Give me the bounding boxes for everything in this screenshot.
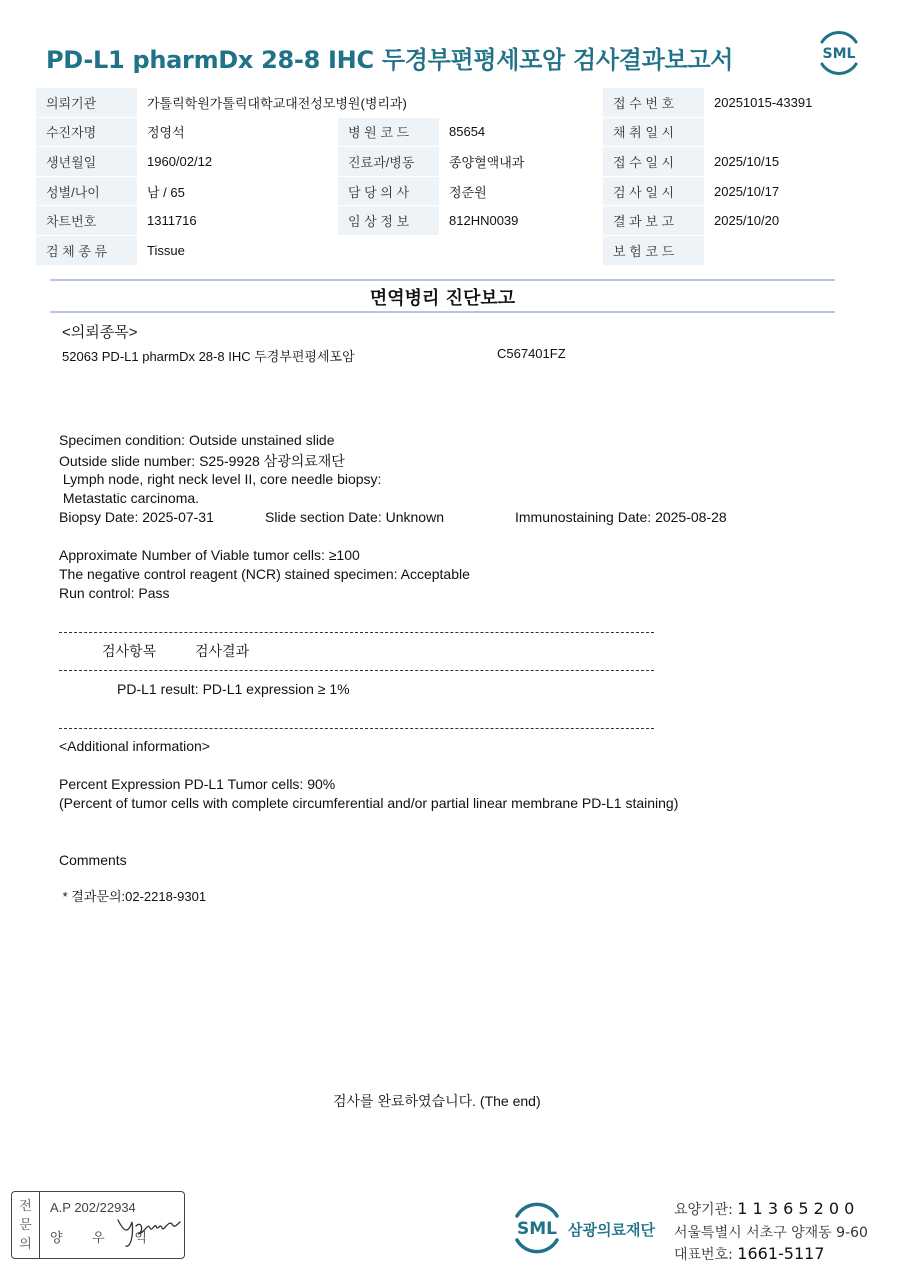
info-value: 남 / 65 [137,176,338,206]
order-line: 52063 PD-L1 pharmDx 28-8 IHC 두경부편평세포암 [62,349,355,364]
column-result-header: 검사결과 [195,643,250,659]
divider [59,728,654,729]
info-row [36,206,864,236]
info-label: 검 사 일 시 [603,176,704,206]
footer-org-name: 삼광의료재단 [568,1221,655,1239]
info-value: 2025/10/15 [704,147,864,177]
specimen-condition: Specimen condition: Outside unstained slide [59,432,335,448]
footer-sml-logo [508,1199,566,1257]
stamp-side-label [12,1192,40,1258]
order-heading: <의뢰종목> [62,324,138,341]
ap-number: A.P 202/22934 [50,1200,136,1215]
specimen-site: Lymph node, right neck level II, core needle biopsy: [59,471,382,487]
end-note: 검사를 완료하였습니다. (The end) [333,1093,541,1109]
pdl1-result: PD-L1 result: PD-L1 expression ≥ 1% [117,681,350,697]
stamp-side-char: 전 [19,1198,32,1213]
info-row [36,88,864,117]
info-value: 2025/10/17 [704,176,864,206]
sml-logo [814,28,864,78]
slide-section-date: Slide section Date: Unknown [265,509,444,525]
biopsy-date: Biopsy Date: 2025-07-31 [59,509,214,525]
info-value [704,235,864,265]
institution-label: 요양기관: [674,1202,733,1218]
info-label: 차트번호 [36,206,137,236]
info-value [704,117,864,147]
section-title: 면역병리 진단보고 [369,288,516,309]
comments-heading: Comments [59,852,127,868]
info-label: 수진자명 [36,117,137,147]
section-rule-top [50,279,835,281]
footer-address: 서울특별시 서초구 양재동 9-60 [674,1225,868,1241]
info-row [36,147,864,177]
info-value: 1960/02/12 [137,147,338,177]
additional-info-heading: <Additional information> [59,738,210,754]
info-value: 정영석 [137,117,338,147]
info-value: 85654 [439,117,603,147]
specimen-diagnosis: Metastatic carcinoma. [59,490,200,506]
info-label: 진료과/병동 [338,147,439,177]
divider [59,670,654,671]
footer-logo-text: SML [517,1219,557,1239]
report-title: PD-L1 pharmDx 28-8 IHC 두경부편평세포암 검사결과보고서 [46,46,734,74]
info-value: 812HN0039 [439,206,603,236]
info-label: 접 수 번 호 [603,88,704,117]
footer-phone [674,1244,825,1264]
info-label: 접 수 일 시 [603,147,704,177]
phone-number: 1661-5117 [737,1244,825,1263]
percent-expression: Percent Expression PD-L1 Tumor cells: 90% [59,776,336,792]
stamp-side-char: 의 [19,1236,32,1251]
stamp-side-char: 문 [19,1217,32,1232]
order-code: C567401FZ [497,346,566,361]
info-label: 결 과 보 고 [603,206,704,236]
patient-info-table [36,88,864,266]
info-label: 임 상 정 보 [338,206,439,236]
info-label: 성별/나이 [36,176,137,206]
signature-icon [114,1202,184,1252]
phone-label: 대표번호: [674,1247,733,1263]
info-value: 1311716 [137,206,338,236]
info-label: 보 험 코 드 [603,235,704,265]
ncr-result: The negative control reagent (NCR) stained specimen: Acceptable [59,566,470,582]
info-label: 병 원 코 드 [338,117,439,147]
info-value: 가톨릭학원가톨릭대학교대전성모병원(병리과) [137,88,603,117]
info-value: 종양혈액내과 [439,147,603,177]
info-label: 담 당 의 사 [338,176,439,206]
institution-code: 1 1 3 6 5 2 0 0 [737,1199,855,1218]
outside-slide-number: Outside slide number: S25-9928 삼광의료재단 [59,453,345,469]
immunostaining-date: Immunostaining Date: 2025-08-28 [515,509,727,525]
info-label: 채 취 일 시 [603,117,704,147]
sml-logo-text: SML [822,46,856,62]
info-label: 생년월일 [36,147,137,177]
divider [59,632,654,633]
viable-tumor-cells: Approximate Number of Viable tumor cells: ≥100 [59,547,360,563]
doctor-name: 양 우 익 [50,1230,160,1245]
pathologist-stamp [11,1191,185,1259]
run-control: Run control: Pass [59,585,170,601]
info-label: 검 체 종 류 [36,235,137,265]
column-item-header: 검사항목 [102,643,157,659]
info-row [36,176,864,206]
info-value: 2025/10/20 [704,206,864,236]
info-value: 정준원 [439,176,603,206]
comments-contact: * 결과문의:02-2218-9301 [59,889,207,904]
info-row [36,117,864,147]
info-value: 20251015-43391 [704,88,864,117]
info-label: 의뢰기관 [36,88,137,117]
footer-institution [674,1199,854,1219]
section-rule-bottom [50,311,835,313]
info-row [36,235,864,265]
info-value: Tissue [137,235,603,265]
percent-expression-note: (Percent of tumor cells with complete circumferential and/or partial linear membrane PD-L1 staining) [59,795,679,811]
